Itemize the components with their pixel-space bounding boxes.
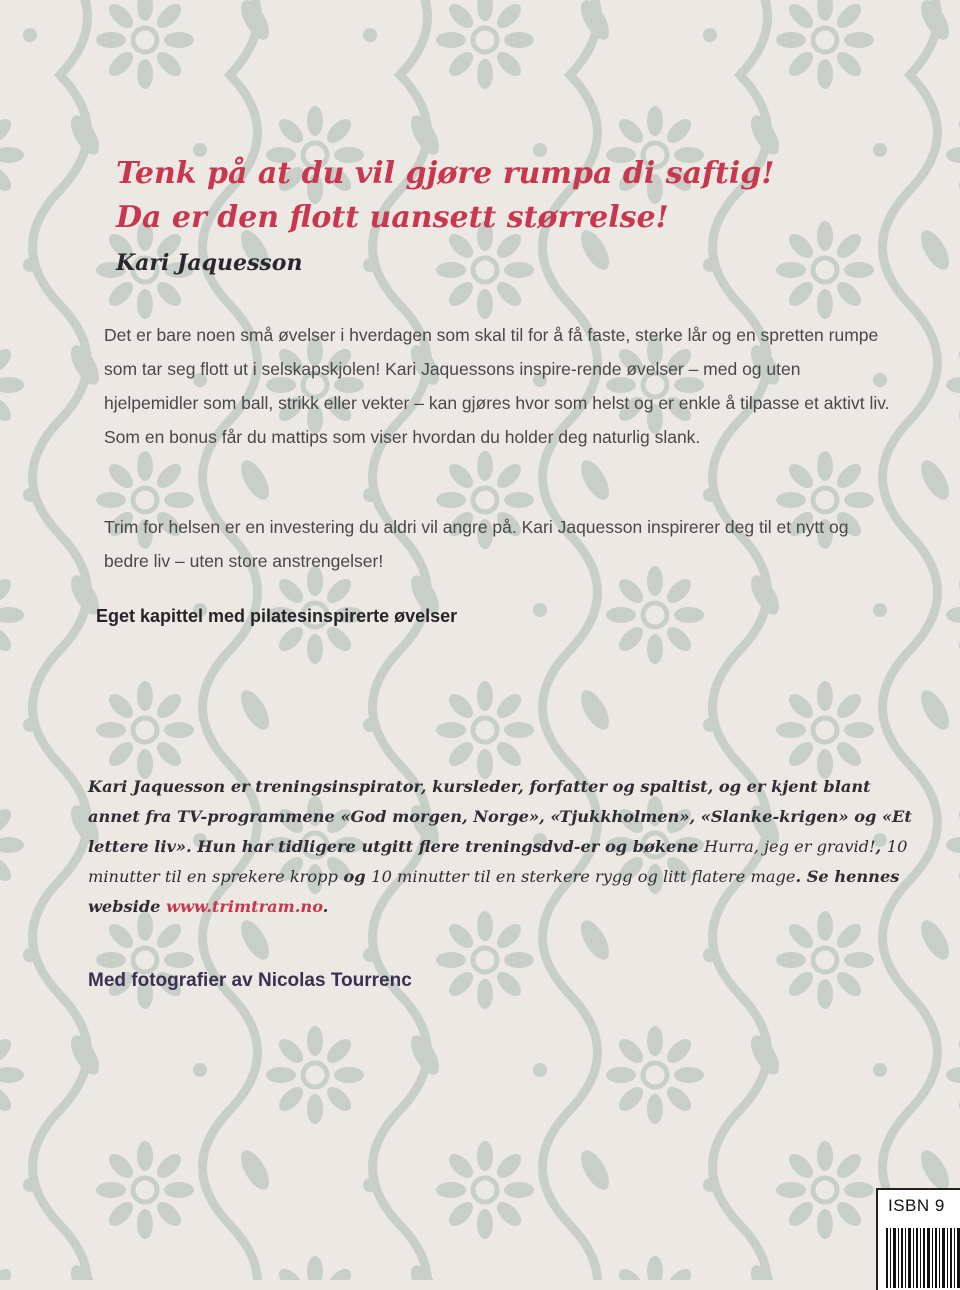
bio-separator-2: og (337, 867, 372, 886)
description-paragraph-2: Trim for helsen er en investering du aldri vil angre på. Kari Jaquesson inspirerer deg til et nytt og bedre liv – uten store anstrengelser! (104, 517, 849, 571)
headline-quote (116, 152, 916, 240)
book-title-2: 10 minutter til en sprekere kropp (88, 837, 908, 886)
headline-line-1: Tenk på at du vil gjøre rumpa di saftig! (116, 156, 775, 191)
book-title-3: 10 minutter til en sterkere rygg og litt flatere mage (371, 867, 796, 886)
author-bio (88, 772, 928, 922)
description-paragraph-1: Det er bare noen små øvelser i hverdagen som skal til for å få faste, sterke lår og en spretten rumpe som tar seg flott ut i selskapskjolen! Kari Jaquessons inspire-rende øvelser – med og uten hjelpemidler som ball, strikk eller vekter – kan gjøres hvor som helst og er enkle å tilpasse et aktivt liv. Som en bonus får du mattips som viser hvordan du holder deg naturlig slank. (104, 325, 890, 447)
website-link[interactable]: www.trimtram.no (166, 897, 323, 916)
bio-end: . (322, 897, 329, 916)
feature-highlight: Eget kapittel med pilatesinspirerte øvelser (96, 606, 458, 626)
barcode-icon (886, 1228, 960, 1288)
isbn-label: ISBN 9 (888, 1196, 945, 1215)
headline-line-2: Da er den flott uansett størrelse! (116, 200, 669, 235)
bio-separator-1: , (875, 837, 887, 856)
bio-intro: Kari Jaquesson er treningsinspirator, kursleder, forfatter og spaltist, og er kjent blant annet fra TV-programmene «God morgen, Norge», «Tjukkholmen», «Slanke-krigen» og «Et lettere liv». Hun har tidligere utgitt flere treningsdvd-er og bøkene (88, 777, 912, 856)
photo-credit: Med fotografier av Nicolas Tourrenc (88, 970, 412, 991)
bio-website-lead: . Se hennes webside (88, 867, 900, 916)
quote-author: Kari Jaquesson (116, 250, 303, 276)
isbn-barcode-box (876, 1188, 960, 1290)
book-title-1: Hurra, jeg er gravid! (704, 837, 876, 856)
